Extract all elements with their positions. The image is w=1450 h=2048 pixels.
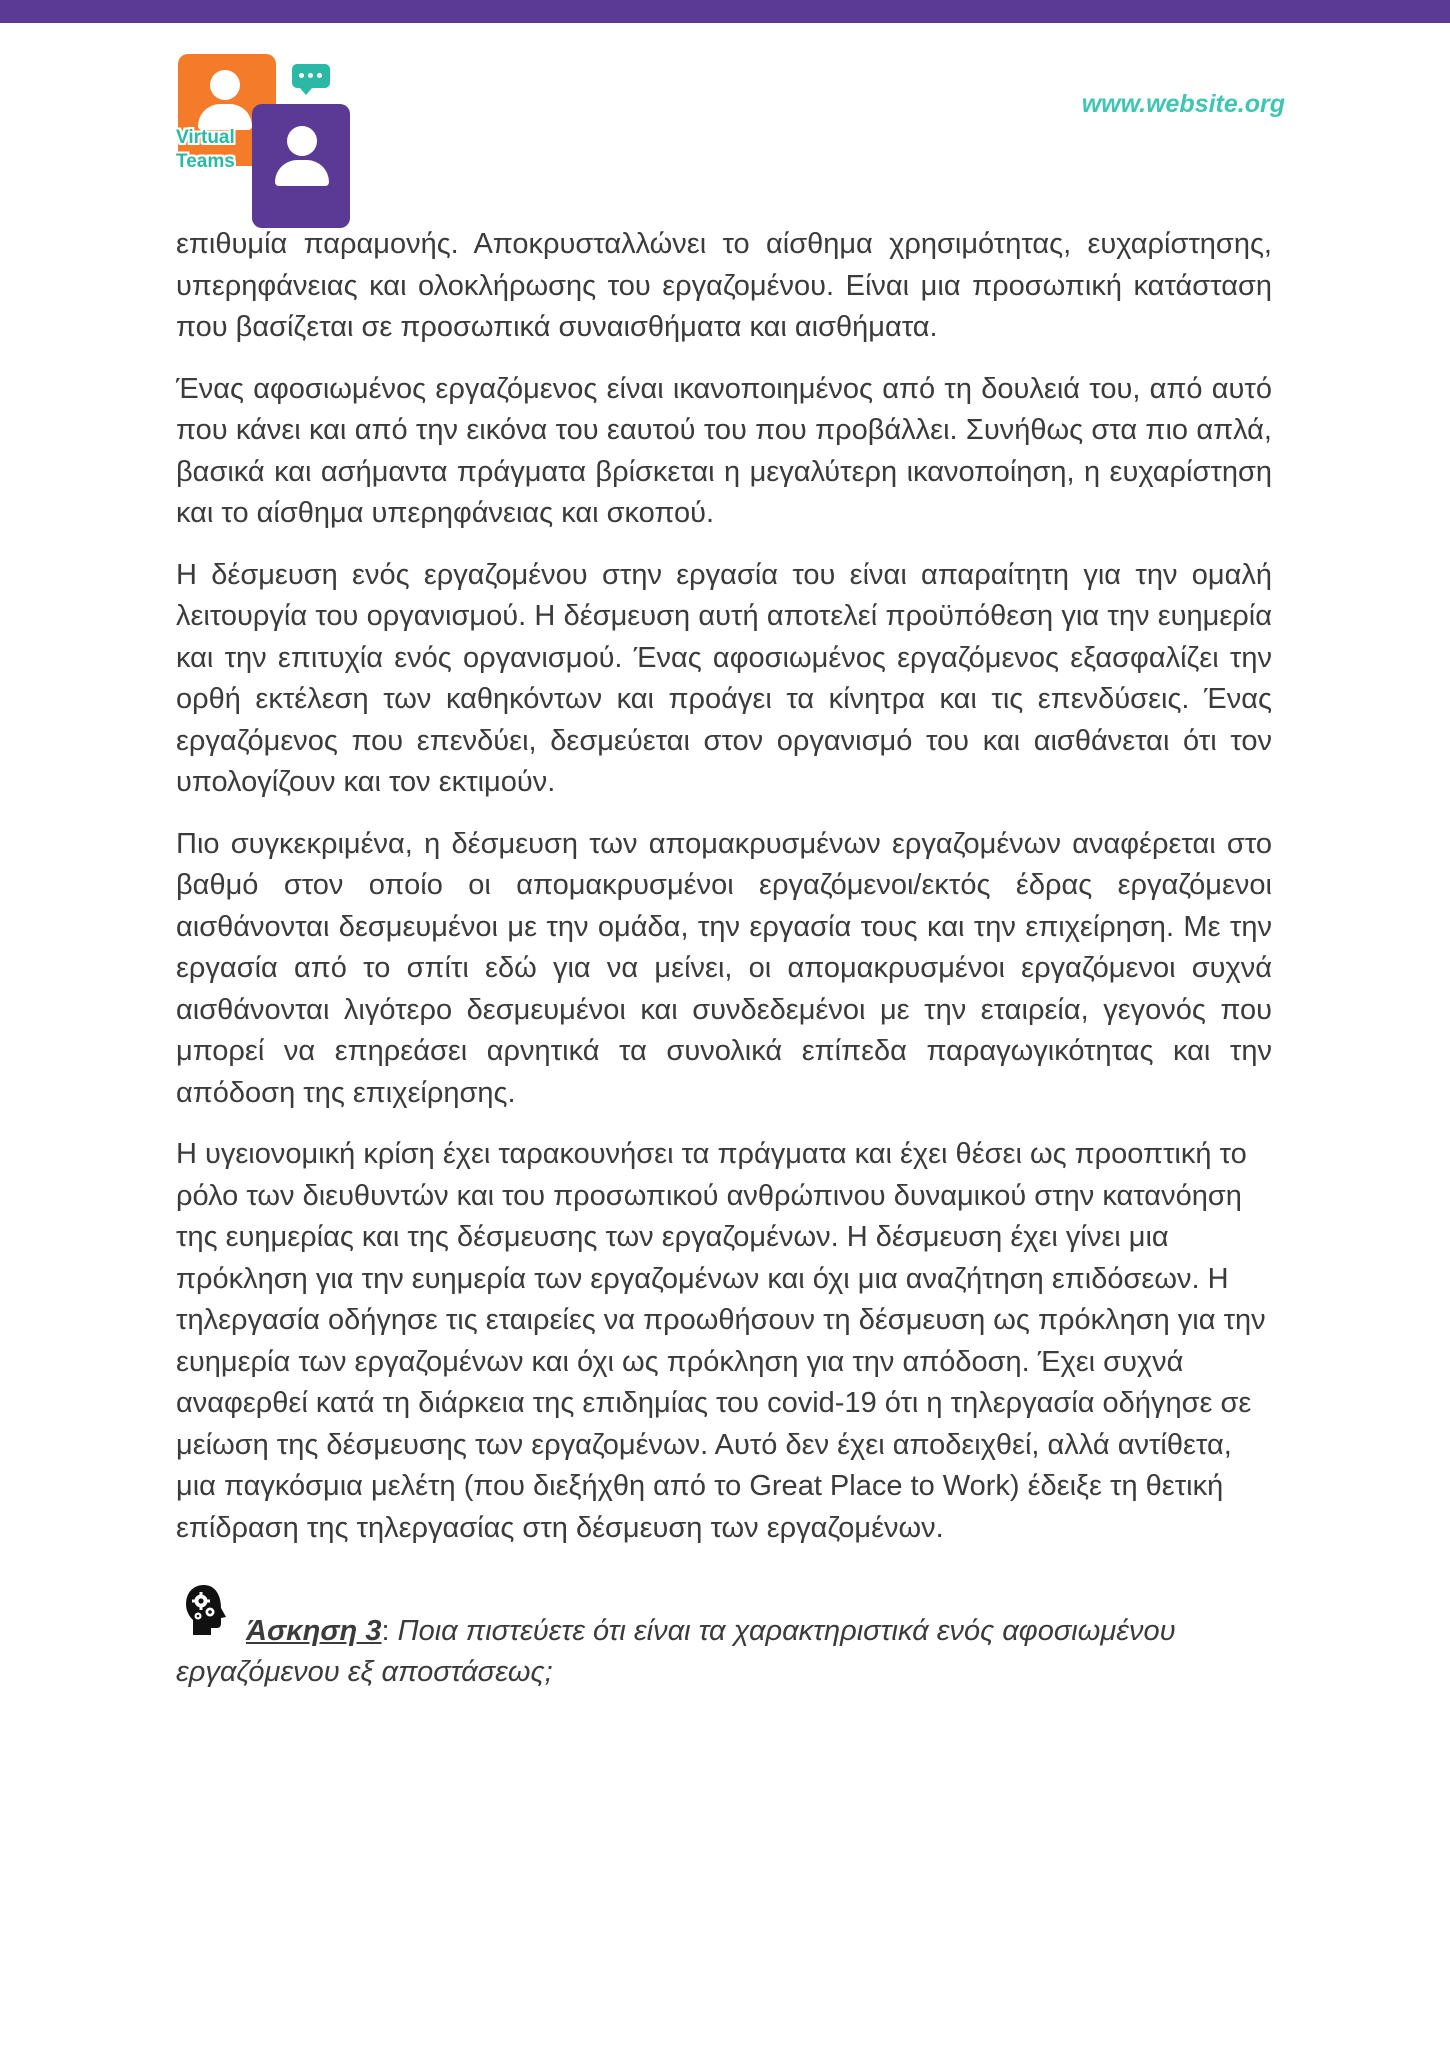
logo-purple-card: [252, 104, 350, 228]
exercise-block: [176, 1583, 1272, 1693]
logo-text-teams: Teams: [176, 151, 235, 172]
paragraph-2: Ένας αφοσιωμένος εργαζόμενος είναι ικανοποιημένος από τη δουλειά του, από αυτό που κάνει και από την εικόνα του εαυτού του που προβάλλει. Συνήθως στα πιο απλά, βασικά και ασήμαντα πράγματα βρίσκεται η μεγαλύτερη ικανοποίηση, η ευχαρίστηση και το αίσθημα υπερηφάνειας και σκοπού.: [176, 372, 1272, 529]
top-accent-bar: [0, 0, 1450, 23]
logo-person-icon: [287, 126, 317, 156]
logo-person-icon: [210, 70, 240, 100]
head-gears-icon: [184, 1583, 236, 1643]
paragraph-5: Η υγειονομική κρίση έχει ταρακουνήσει τα πράγματα και έχει θέσει ως προοπτική το ρόλο των διευθυντών και του προσωπικού ανθρώπινου δυναμικού στην κατανόηση της ευημερίας και της δέσμευσης των εργαζομένων. Η δέσμευση έχει γίνει μια πρόκληση για την ευημερία των εργαζομένων και όχι μια αναζήτηση επιδόσεων. Η τηλεργασία οδήγησε τις εταιρείες να προωθήσουν τη δέσμευση ως πρόκληση για την ευημερία των εργαζομένων και όχι ως πρόκληση για την απόδοση. Έχει συχνά αναφερθεί κατά τη διάρκεια της επιδημίας του covid-19 ότι η τηλεργασία οδήγησε σε μείωση της δέσμευσης των εργαζομένων. Αυτό δεν έχει αποδειχθεί, αλλά αντίθετα, μια παγκόσμια μελέτη (που διεξήχθη από το Great Place to Work) έδειξε τη θετική επίδραση της τηλεργασίας στη δέσμευση των εργαζομένων.: [176, 1138, 1266, 1544]
document-body: [176, 224, 1272, 1693]
paragraph-4: Πιο συγκεκριμένα, η δέσμευση των απομακρυσμένων εργαζομένων αναφέρεται στο βαθμό στον οποίο οι απομακρυσμένοι εργαζόμενοι/εκτός έδρας εργαζόμενοι αισθάνονται δεσμευμένοι με την ομάδα, την εργασία τους και την επιχείρηση. Με την εργασία από το σπίτι εδώ για να μείνει, οι απομακρυσμένοι εργαζόμενοι συχνά αισθάνονται λιγότερο δεσμευμένοι και συνδεδεμένοι με την εταιρεία, γεγονός που μπορεί να επηρεάσει αρνητικά τα συνολικά επίπεδα παραγωγικότητας και την απόδοση της επιχείρησης.: [176, 827, 1272, 1109]
paragraph-3: Η δέσμευση ενός εργαζομένου στην εργασία του είναι απαραίτητη για την ομαλή λειτουργία του οργανισμού. Η δέσμευση αυτή αποτελεί προϋπόθεση για την ευημερία και την επιτυχία ενός οργανισμού. Ένας αφοσιωμένος εργαζόμενος εξασφαλίζει την ορθή εκτέλεση των καθηκόντων και προάγει τα κίνητρα και τις επενδύσεις. Ένας εργαζόμενος που επενδύει, δεσμεύεται στον οργανισμό του και αισθάνεται ότι τον υπολογίζουν και τον εκτιμούν.: [176, 558, 1272, 798]
exercise-text: [176, 1583, 1272, 1693]
exercise-separator: :: [381, 1615, 398, 1647]
exercise-label: Άσκηση 3: [246, 1615, 382, 1647]
virtual-teams-logo: [176, 52, 356, 182]
website-url: www.website.org: [1081, 90, 1285, 118]
logo-person-body: [275, 160, 329, 186]
paragraph-1: επιθυμία παραμονής. Αποκρυσταλλώνει το αίσθημα χρησιμότητας, ευχαρίστησης, υπερηφάνειας και ολοκλήρωσης του εργαζομένου. Είναι μια προσωπική κατάσταση που βασίζεται σε προσωπικά συναισθήματα και αισθήματα.: [176, 228, 1272, 343]
logo-text-virtual: Virtual: [176, 127, 235, 148]
exercise-question: Ποια πιστεύετε ότι είναι τα χαρακτηριστικά ενός αφοσιωμένου εργαζόμενου εξ αποστάσεως;: [176, 1615, 1176, 1688]
chat-bubble-icon: [292, 64, 330, 88]
